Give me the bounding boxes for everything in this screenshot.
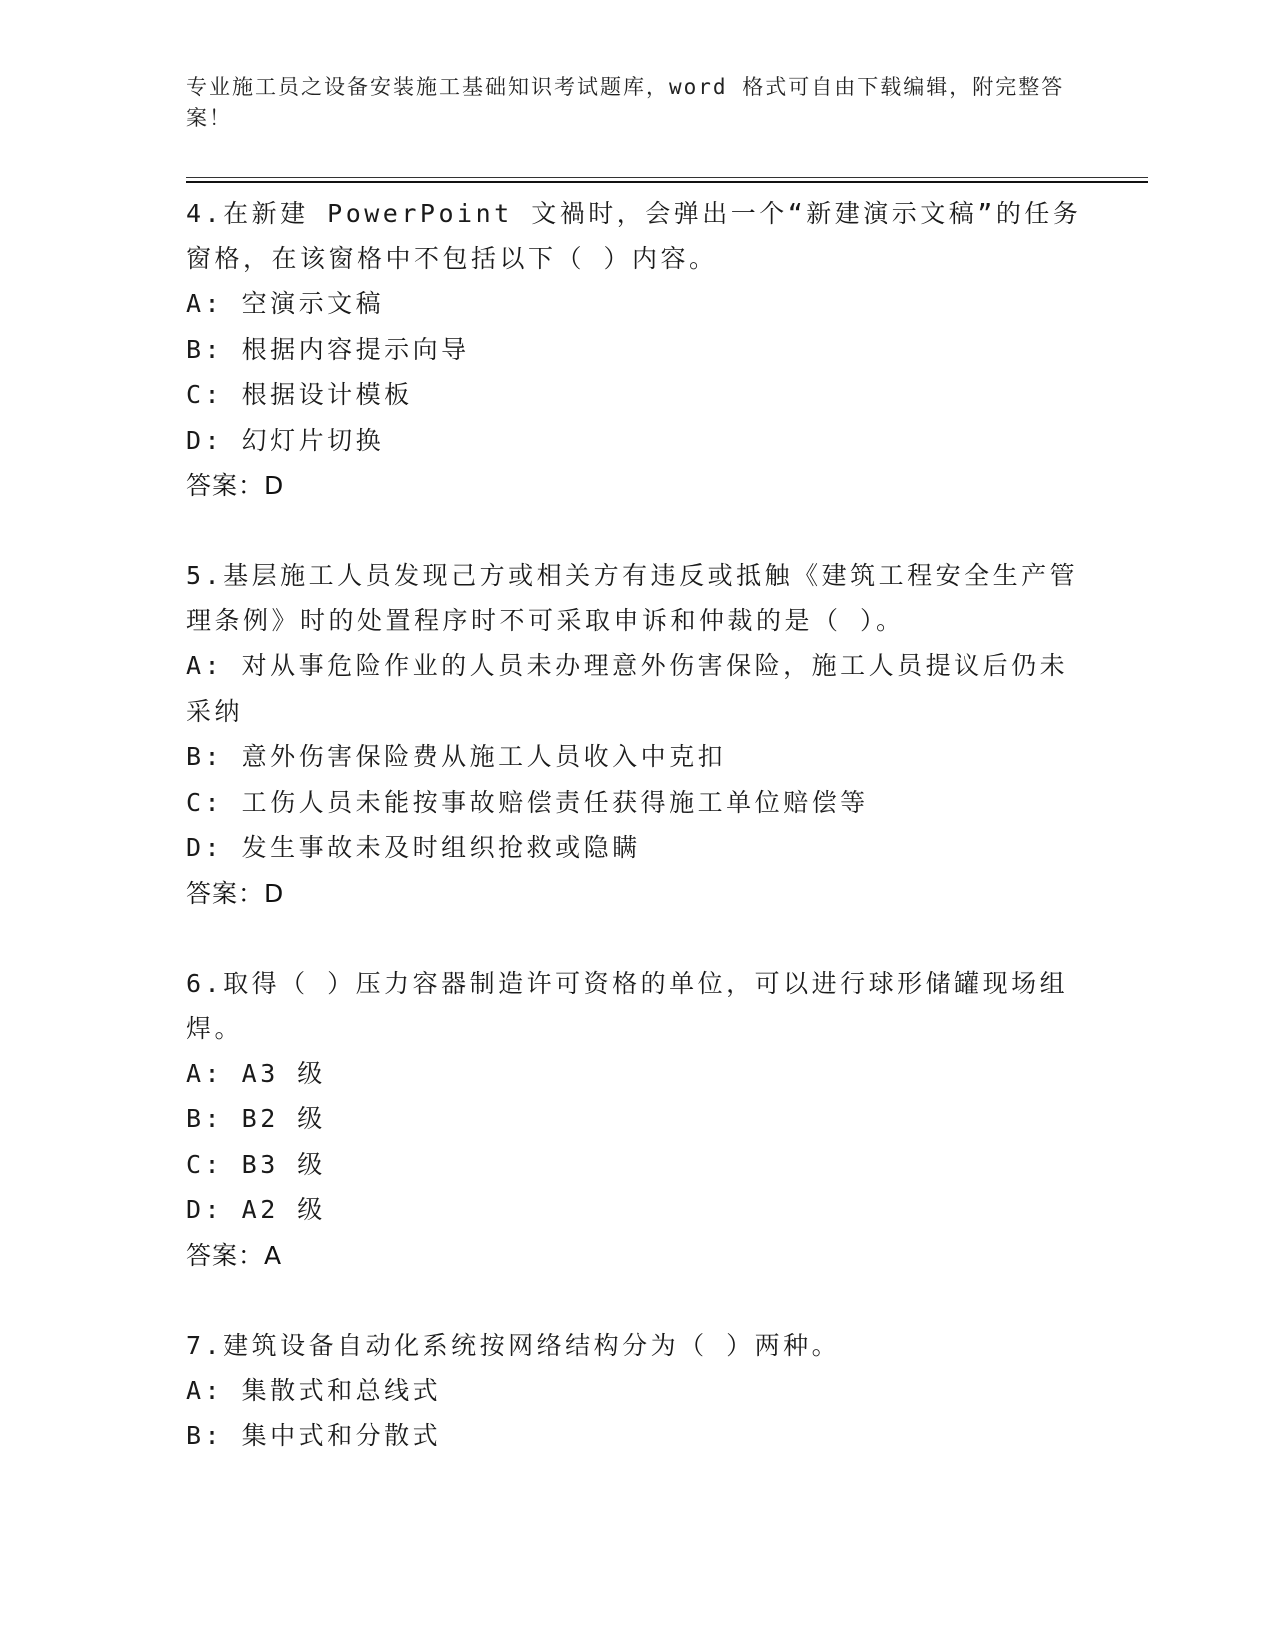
option-b: B: 集中式和分散式	[186, 1421, 442, 1450]
question-5	[186, 553, 1086, 916]
option-d: D: 发生事故未及时组织抢救或隐瞒	[186, 833, 641, 862]
question-stem: 6.取得（ ）压力容器制造许可资格的单位，可以进行球形储罐现场组焊。	[186, 968, 1069, 1043]
option-d: D: 幻灯片切换	[186, 425, 385, 455]
option-a: A: A3 级	[186, 1058, 326, 1088]
document-header: 专业施工员之设备安装施工基础知识考试题库，word 格式可自由下载编辑，附完整答案！	[186, 75, 1065, 130]
option-a: A: 集散式和总线式	[186, 1375, 442, 1405]
option-b: B: 意外伤害保险费从施工人员收入中克扣	[186, 742, 727, 771]
question-6	[186, 961, 1086, 1278]
answer-line: 答案：D	[186, 878, 285, 908]
option-c: C: B3 级	[186, 1149, 326, 1179]
option-d: D: A2 级	[186, 1195, 326, 1224]
question-stem: 7.建筑设备自动化系统按网络结构分为（ ）两种。	[186, 1330, 841, 1360]
answer-line: 答案：A	[186, 1240, 283, 1270]
header-divider-thin	[186, 177, 1148, 178]
question-4	[186, 191, 1086, 508]
option-a: A: 对从事危险作业的人员未办理意外伤害保险，施工人员提议后仍未采纳	[186, 651, 1069, 726]
answer-line: 答案：D	[186, 471, 285, 500]
option-b: B: 根据内容提示向导	[186, 334, 470, 364]
option-c: C: 根据设计模板	[186, 380, 413, 409]
option-b: B: B2 级	[186, 1104, 326, 1133]
question-stem: 4.在新建 PowerPoint 文禍时，会弹出一个“新建演示文稿”的任务窗格，在该窗格中不包括以下（ ）内容。	[186, 199, 1082, 273]
option-c: C: 工伤人员未能按事故赔偿责任获得施工单位赔偿等	[186, 787, 869, 817]
question-7	[186, 1323, 1086, 1459]
question-list	[186, 191, 1086, 1504]
option-a: A: 空演示文稿	[186, 289, 385, 318]
header-divider-thick	[186, 181, 1148, 183]
question-stem: 5.基层施工人员发现己方或相关方有违反或抵触《建筑工程安全生产管理条例》时的处置程序时不可采取申诉和仲裁的是（ ）。	[186, 561, 1079, 635]
